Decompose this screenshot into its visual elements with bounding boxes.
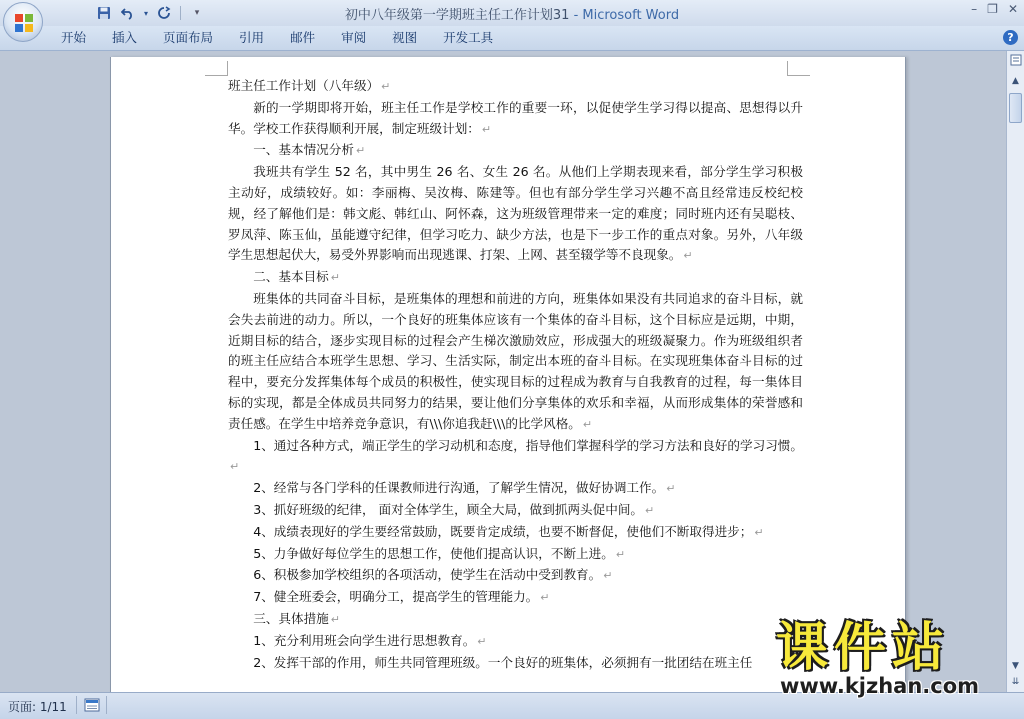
minimize-button[interactable]: – [971,2,978,16]
paragraph-text: 三、具体措施 [253,610,329,626]
ribbon-tabs [48,26,506,50]
watermark-logo: 课件站 [776,618,951,678]
paragraph-mark-icon: ↵ [683,249,693,263]
window-controls [971,2,1018,16]
paragraph-text: 1、通过各种方式，端正学生的学习动机和态度，指导他们掌握科学的学习方法和良好的学习习惯。 [253,437,803,453]
vertical-scrollbar[interactable] [1006,51,1024,692]
document-paragraph [228,631,803,653]
close-button[interactable]: ✕ [1007,2,1018,16]
paragraph-text: 新的一学期即将开始，班主任工作是学校工作的重要一环，以促使学生学习得以提高、思想得以升华。学校工作获得顺利开展，制定班级计划： [228,99,803,136]
document-paragraph [228,76,803,98]
document-paragraph [228,162,803,267]
status-separator [76,696,77,714]
scroll-up-button[interactable]: ▲ [1012,76,1019,86]
paragraph-mark-icon: ↵ [540,591,550,605]
ribbon-tab-bar [0,26,1024,51]
paragraph-mark-icon: ↵ [666,482,676,496]
next-page-button[interactable]: ⇊ [1011,677,1020,687]
document-paragraph [228,500,803,522]
paragraph-text: 二、基本目标 [253,269,329,285]
paragraph-text: 班集体的共同奋斗目标，是班集体的理想和前进的方向，班集体如果没有共同追求的奋斗目标，就会失去前进的动力。所以，一个良好的班集体应该有一个集体的奋斗目标，这个目标应是远期，中期，近期目标的结合，逐步实现目标的过程会产生梯次激励效应，形成强大的班级凝聚力。作为班级组织者的班主任应结合本班学生思想、学习、生活实际，制定出本班的奋斗目标。在实现班集体奋斗目标的过程中，要充分发挥集体每个成员的积极性，使实现目标的过程成为教育与自我教育的过程，每一集体目标的实现，都是全体成员共同努力的结果，要让他们分享集体的欢乐和幸福，从而形成集体的荣誉感和责任感。在学生中培养竞争意识，有\\\你追我赶\\\的比学风格。 [228,290,803,431]
document-paragraph [228,98,803,141]
paragraph-mark-icon: ↵ [381,80,391,93]
app-name: - Microsoft Word [569,8,680,23]
document-paragraph [228,587,803,609]
document-paragraph [228,436,803,479]
paragraph-text: 我班共有学生 52 名，其中男生 26 名、女生 26 名。从他们上学期表现来看，部分学生学习积极主动好，成绩较好。如：李丽梅、吴汝梅、陈建等。但也有部分学生学习兴趣不高且经常违反校纪校规，经了解他们是：韩文彪、韩红山、阿怀森，这为班级管理带来一定的难度；同时班内还有吴聪枝、罗凤萍、陈玉仙，虽能遵守纪律，但学习吃力、缺少方法，也是下一步工作的重点对象。另外，八年级学生思想起伏大，易受外界影响而出现逃课、打架、上网、甚至辍学等不良现象。 [228,164,803,263]
document-paragraph [228,267,803,289]
document-paragraph [228,478,803,500]
office-logo-icon [14,13,34,33]
document-paragraph [228,140,803,162]
paragraph-mark-icon: ↵ [477,634,487,648]
page-margin-corner-top-right [787,61,810,76]
scroll-thumb[interactable] [1009,93,1022,123]
office-button[interactable] [3,2,43,42]
document-title: 初中八年级第一学期班主任工作计划31 [344,8,570,23]
paragraph-mark-icon: ↵ [603,569,613,583]
paragraph-text: 3、抓好班级的纪律， 面对全体学生，顾全大局，做到抓两头促中间。 [253,501,644,517]
customize-toolbar-icon[interactable]: ▾ [194,8,200,18]
paragraph-mark-icon: ↵ [230,460,240,474]
document-paragraph [228,544,803,566]
word-count-icon[interactable] [84,698,100,712]
document-paragraph [228,289,803,436]
document-workspace [0,51,1006,692]
paragraph-mark-icon: ↵ [645,503,655,517]
paragraph-text: 2、发挥干部的作用，师生共同管理班级。一个良好的班集体，必须拥有一批团结在班主任 [253,654,753,670]
help-icon[interactable]: ? [1003,30,1018,45]
tab-home[interactable]: 开始 [61,30,87,45]
document-paragraph [228,565,803,587]
paragraph-text: 7、健全班委会，明确分工，提高学生的管理能力。 [253,589,539,605]
undo-dropdown-icon[interactable]: ▾ [143,8,148,18]
document-paragraph [228,522,803,544]
paragraph-mark-icon: ↵ [615,547,626,561]
page-count[interactable]: 页面: 1/11 [8,700,67,714]
tab-developer[interactable]: 开发工具 [443,30,494,45]
watermark-url: www.kjzhan.com [780,674,980,698]
paragraph-mark-icon: ↵ [582,417,593,431]
document-page[interactable] [110,57,906,692]
tab-page-layout[interactable]: 页面布局 [163,30,214,45]
document-paragraph [228,653,803,674]
document-paragraph [228,609,803,631]
paragraph-text: 2、经常与各门学科的任课教师进行沟通，了解学生情况，做好协调工作。 [253,480,665,496]
maximize-button[interactable]: ❐ [987,2,998,16]
paragraph-text: 4、成绩表现好的学生要经常鼓励，既要肯定成绩，也要不断督促，使他们不断取得进步； [253,523,753,539]
document-body[interactable] [228,76,803,673]
tab-insert[interactable]: 插入 [112,30,138,45]
paragraph-text: 5、力争做好每位学生的思想工作，使他们提高认识，不断上进。 [253,545,614,561]
page-margin-corner-top-left [205,61,228,76]
paragraph-mark-icon: ↵ [481,122,492,136]
tab-review[interactable]: 审阅 [341,30,367,45]
window-title [0,4,1024,23]
tab-mailings[interactable]: 邮件 [290,30,316,45]
tab-references[interactable]: 引用 [239,30,265,45]
paragraph-text: 一、基本情况分析 [253,142,354,158]
paragraph-text: 6、积极参加学校组织的各项活动，使学生在活动中受到教育。 [253,567,602,583]
paragraph-mark-icon: ↵ [355,144,366,158]
status-separator [106,696,107,714]
paragraph-mark-icon: ↵ [330,271,340,285]
title-bar [0,0,1024,26]
ruler-toggle-icon[interactable] [1008,54,1023,70]
scroll-down-button[interactable]: ▼ [1012,661,1019,671]
paragraph-text: 1、充分利用班会向学生进行思想教育。 [253,632,476,648]
paragraph-text: 班主任工作计划（八年级） [228,78,380,93]
paragraph-mark-icon: ↵ [330,612,340,626]
tab-view[interactable]: 视图 [392,30,418,45]
paragraph-mark-icon: ↵ [754,525,764,539]
